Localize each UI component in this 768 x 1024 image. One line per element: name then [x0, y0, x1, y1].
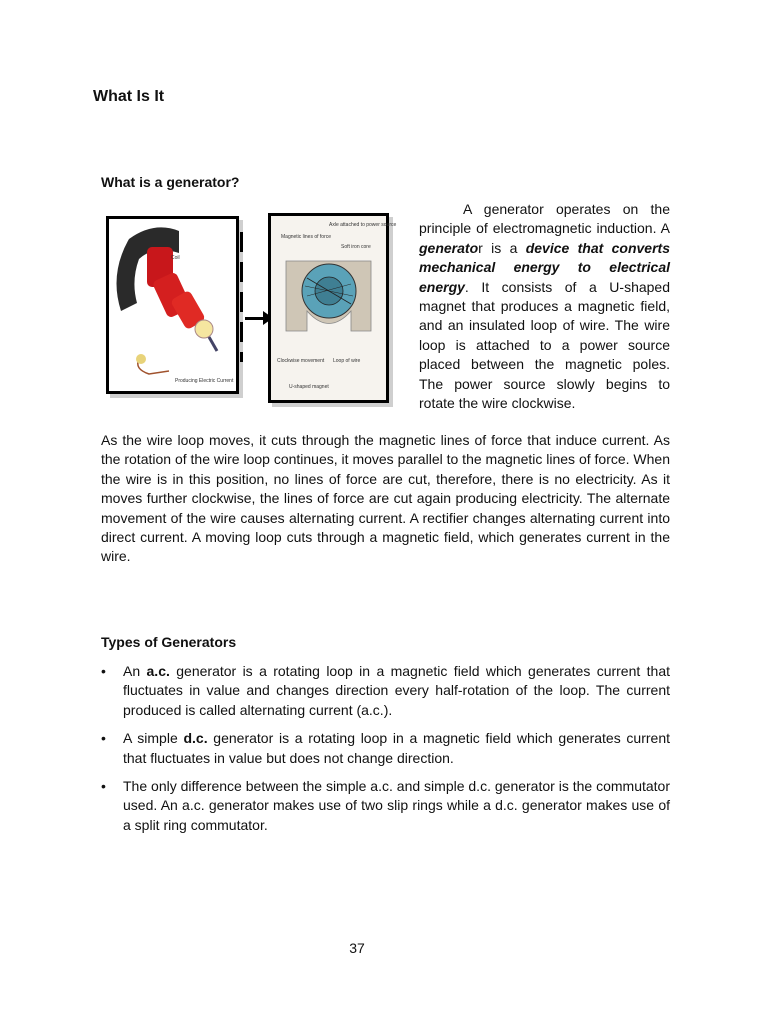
generator-diagram	[268, 213, 397, 403]
item-pre: The only difference between the simple a.c. and simple d.c. generator is the commutator used. An a.c. generator makes use of two slip rings while a d.c. generator makes use of a split ring commutator.	[123, 778, 670, 833]
item-pre: An	[123, 663, 147, 679]
intro-text-2: is a	[482, 239, 526, 256]
section-title: What Is It	[93, 88, 165, 105]
label-axle: Axle attached to power source	[329, 222, 397, 228]
label-clockwise: Clockwise movement	[277, 358, 325, 364]
bullet-icon: •	[101, 663, 106, 679]
item-post: generator is a rotating loop in a magnetic field which generates current that fluctuates in value but does not change direction.	[123, 730, 670, 766]
coil-label: Coil	[171, 255, 180, 261]
label-magnetic: Magnetic lines of force	[281, 234, 332, 240]
intro-term-suffix: r	[478, 239, 483, 256]
figure-left-caption: Producing Electric Current	[175, 378, 234, 384]
generator-drawing	[109, 219, 236, 391]
intro-text-1: A generator operates on the principle of electromagnetic induction. A	[419, 201, 670, 237]
list-item	[101, 777, 670, 835]
subsection-title: What is a generator?	[101, 174, 240, 190]
item-bold: a.c.	[146, 663, 170, 679]
intro-continuation	[101, 431, 670, 567]
intro-text-3: . It consists of a U-shaped magnet that produces a magnetic field, and an insulated loop of wire. The wire loop is attached to a power source placed between the magnetic poles. The power source slowly begins to rotate the wire clockwise.	[419, 278, 670, 412]
types-list	[101, 662, 670, 844]
list-item	[101, 729, 670, 768]
page-number: 37	[349, 940, 365, 956]
item-bold: d.c.	[183, 730, 208, 747]
list-item	[101, 662, 670, 720]
label-magnet: U-shaped magnet	[289, 384, 329, 390]
types-title: Types of Generators	[101, 634, 237, 650]
continuation-text: As the wire loop moves, it cuts through the magnetic lines of force that induce current. As the rotation of the wire loop continues, it moves parallel to the magnetic lines of force. When the wire is in this position, no lines of force are cut, therefore, there is no electricity. As it moves further clockwise, the lines of force are cut again producing electricity. The alternate movement of the wire causes alternating current. A rectifier changes alternating current into direct current. A moving loop cuts through a magnetic field, which generates current in the wire.	[101, 432, 670, 565]
generator-diagram-drawing	[271, 216, 397, 400]
item-post: generator is a rotating loop in a magnetic field which generates current that fluctuates in value and changes direction every half-rotation of the loop. The current produced is called alternating current (a.c.).	[123, 663, 671, 718]
generator-illustration	[106, 216, 239, 394]
intro-term-generator: generato	[419, 239, 479, 256]
bullet-icon: •	[101, 730, 106, 747]
item-pre: A simple	[123, 730, 184, 747]
intro-paragraph	[419, 200, 670, 413]
bullet-icon: •	[101, 778, 106, 795]
dashed-divider	[240, 232, 243, 362]
label-loop: Loop of wire	[333, 358, 361, 364]
label-iron: Soft iron core	[341, 244, 371, 250]
arrow-shaft	[245, 317, 265, 320]
intro-definition: device that converts mechanical energy to electrical energy	[419, 239, 670, 295]
